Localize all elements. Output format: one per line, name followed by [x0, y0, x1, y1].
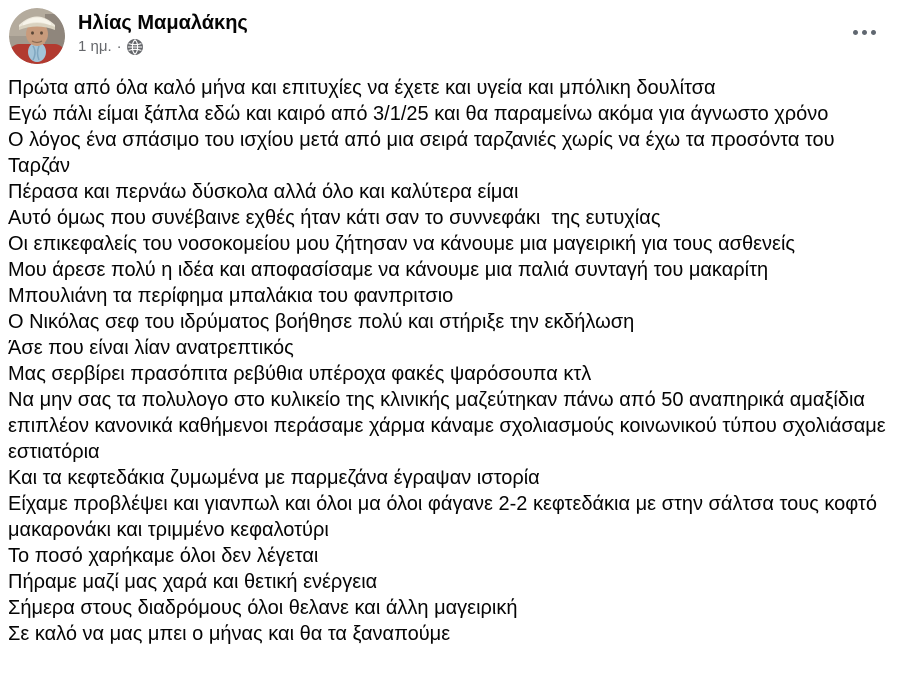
post-text-line: Είχαμε προβλέψει και γιανπωλ και όλοι μα όλοι φάγανε 2-2 κεφτεδάκια με στην σάλτσα τους κοφτό μακαρονάκι και τριμμένο κεφαλοτύρι: [8, 493, 883, 541]
post-text-line: Πρώτα από όλα καλό μήνα και επιτυχίες να έχετε και υγεία και μπόλικη δουλίτσα: [8, 77, 716, 99]
avatar-image: [9, 8, 65, 64]
post-text-line: Να μην σας τα πολυλογο στο κυλικείο της κλινικής μαζεύτηκαν πάνω από 50 αναπηρικά αμαξίδια επιπλέον κανονικά καθήμενοι περάσαμε χάρμα κάναμε σχολιασμούς κοινωνικού τύπου σχολιάσαμε εστιατόρια: [8, 389, 892, 463]
post-text-line: Οι επικεφαλείς του νοσοκομείου μου ζήτησαν να κάνουμε μια μαγειρική για τους ασθενείς: [8, 233, 796, 255]
post-text-line: Και τα κεφτεδάκια ζυμωμένα με παρμεζάνα έγραψαν ιστορία: [8, 467, 540, 489]
post-text-line: Μου άρεσε πολύ η ιδέα και αποφασίσαμε να κάνουμε μια παλιά συνταγή του μακαρίτη: [8, 259, 769, 281]
globe-icon: [127, 39, 143, 55]
post-text-line: Άσε που είναι λίαν ανατρεπτικός: [8, 337, 294, 359]
post-text-line: Πήραμε μαζί μας χαρά και θετική ενέργεια: [8, 571, 378, 593]
post-text-line: Σε καλό να μας μπει ο μήνας και θα τα ξαναπούμε: [8, 623, 451, 645]
post-text-line: Ο Νικόλας σεφ του ιδρύματος βοήθησε πολύ και στήριξε την εκδήλωση: [8, 311, 635, 333]
post-meta: [78, 38, 248, 56]
post-timestamp[interactable]: 1 ημ.: [78, 38, 112, 55]
post-text-line: Το ποσό χαρήκαμε όλοι δεν λέγεται: [8, 545, 319, 567]
avatar[interactable]: [9, 8, 65, 64]
post-text-line: Μπουλιάνη τα περίφημα μπαλάκια του φανπριτσιο: [8, 285, 454, 307]
more-options-button[interactable]: [847, 24, 882, 41]
post-text-line: Μας σερβίρει πρασόπιτα ρεβύθια υπέροχα φακές ψαρόσουπα κτλ: [8, 363, 592, 385]
post-text-line: Πέρασα και περνάω δύσκολα αλλά όλο και καλύτερα είμαι: [8, 181, 519, 203]
post-header-text: [78, 8, 248, 56]
post-text-line: Σήμερα στους διαδρόμους όλοι θελανε και άλλη μαγειρική: [8, 597, 518, 619]
post-header: [0, 0, 900, 68]
post-text-line: Αυτό όμως που συνέβαινε εχθές ήταν κάτι σαν το συννεφάκι της ευτυχίας: [8, 207, 661, 229]
meta-separator: ·: [116, 38, 122, 55]
post-body: [0, 68, 900, 647]
author-name[interactable]: Ηλίας Μαμαλάκης: [78, 12, 248, 34]
ellipsis-icon: [853, 30, 858, 35]
post-text-line: Εγώ πάλι είμαι ξάπλα εδώ και καιρό από 3/1/25 και θα παραμείνω ακόμα για άγνωστο χρόνο: [8, 103, 829, 125]
post-text-line: Ο λόγος ένα σπάσιμο του ισχίου μετά από μια σειρά ταρζανιές χωρίς να έχω τα προσόντα του Ταρζάν: [8, 129, 840, 177]
